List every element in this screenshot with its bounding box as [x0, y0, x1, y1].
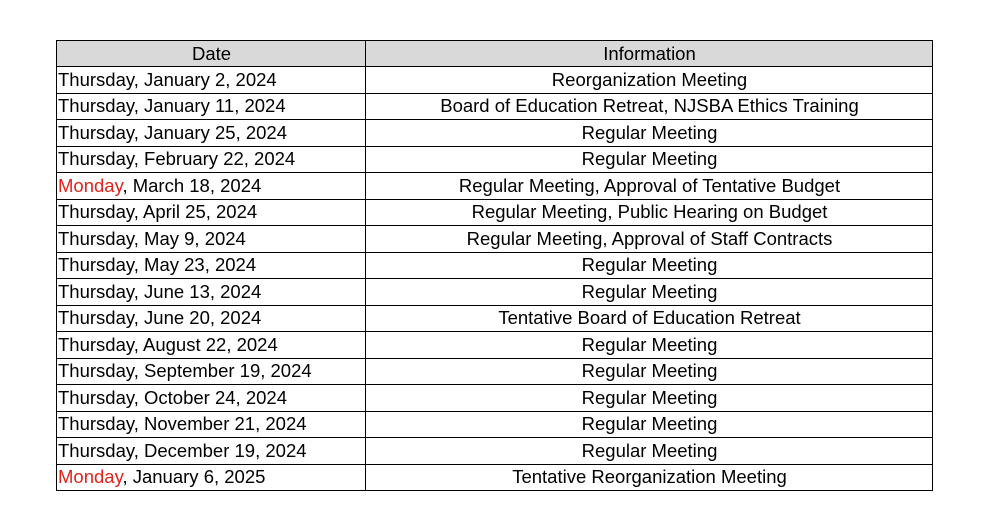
information-cell: Regular Meeting [366, 332, 933, 359]
date-cell [57, 93, 366, 120]
date-cell [57, 358, 366, 385]
date-text: , January 25, 2024 [133, 121, 287, 143]
table-row [57, 438, 933, 465]
date-cell [57, 146, 366, 173]
date-text: , February 22, 2024 [133, 148, 296, 170]
weekday-text: Thursday [58, 280, 134, 302]
date-text: , January 11, 2024 [133, 95, 286, 117]
table-row [57, 146, 933, 173]
information-cell: Regular Meeting [366, 120, 933, 147]
date-text: , October 24, 2024 [133, 386, 287, 408]
weekday-text: Thursday [58, 307, 134, 329]
weekday-text: Thursday [58, 333, 134, 355]
information-cell: Regular Meeting [366, 252, 933, 279]
information-cell: Regular Meeting [366, 279, 933, 306]
date-text: , May 9, 2024 [133, 227, 246, 249]
weekday-text: Monday [58, 174, 123, 196]
table-row [57, 305, 933, 332]
date-text: , June 13, 2024 [133, 280, 262, 302]
weekday-text: Thursday [58, 95, 134, 117]
information-cell: Regular Meeting [366, 146, 933, 173]
date-text: , May 23, 2024 [133, 254, 257, 276]
date-cell [57, 226, 366, 253]
table-row [57, 252, 933, 279]
information-cell: Regular Meeting, Public Hearing on Budget [366, 199, 933, 226]
date-cell [57, 411, 366, 438]
date-cell [57, 332, 366, 359]
date-text: , November 21, 2024 [133, 413, 307, 435]
meeting-schedule-table [56, 40, 933, 491]
table-row [57, 199, 933, 226]
weekday-text: Thursday [58, 360, 134, 382]
date-cell [57, 464, 366, 491]
date-text: , January 6, 2025 [122, 466, 266, 488]
weekday-text: Thursday [58, 201, 134, 223]
information-cell: Regular Meeting [366, 358, 933, 385]
table-row [57, 279, 933, 306]
table-row [57, 385, 933, 412]
date-cell [57, 67, 366, 94]
date-cell [57, 385, 366, 412]
meeting-schedule-sheet [56, 40, 932, 491]
information-cell: Tentative Board of Education Retreat [366, 305, 933, 332]
date-text: , April 25, 2024 [133, 201, 258, 223]
date-cell [57, 120, 366, 147]
table-row [57, 173, 933, 200]
date-cell [57, 438, 366, 465]
table-row [57, 411, 933, 438]
date-text: , December 19, 2024 [133, 439, 307, 461]
table-row [57, 358, 933, 385]
weekday-text: Thursday [58, 121, 134, 143]
weekday-text: Thursday [58, 227, 134, 249]
table-body [57, 67, 933, 491]
table-row [57, 67, 933, 94]
date-cell [57, 173, 366, 200]
information-cell: Board of Education Retreat, NJSBA Ethics Training [366, 93, 933, 120]
information-cell: Regular Meeting [366, 385, 933, 412]
table-header-row [57, 41, 933, 67]
date-cell [57, 279, 366, 306]
date-text: , September 19, 2024 [133, 360, 312, 382]
date-column-header: Date [57, 41, 366, 67]
table-row [57, 332, 933, 359]
table-row [57, 226, 933, 253]
weekday-text: Thursday [58, 254, 134, 276]
weekday-text: Thursday [58, 68, 134, 90]
date-text: , August 22, 2024 [133, 333, 278, 355]
weekday-text: Thursday [58, 413, 134, 435]
information-cell: Tentative Reorganization Meeting [366, 464, 933, 491]
weekday-text: Monday [58, 466, 123, 488]
table-row [57, 464, 933, 491]
date-text: , June 20, 2024 [133, 307, 262, 329]
date-cell [57, 252, 366, 279]
information-cell: Regular Meeting, Approval of Tentative Budget [366, 173, 933, 200]
information-cell: Regular Meeting [366, 411, 933, 438]
weekday-text: Thursday [58, 386, 134, 408]
information-column-header: Information [366, 41, 933, 67]
weekday-text: Thursday [58, 148, 134, 170]
date-cell [57, 199, 366, 226]
date-cell [57, 305, 366, 332]
information-cell: Reorganization Meeting [366, 67, 933, 94]
date-text: , January 2, 2024 [133, 68, 277, 90]
table-row [57, 93, 933, 120]
weekday-text: Thursday [58, 439, 134, 461]
date-text: , March 18, 2024 [122, 174, 262, 196]
information-cell: Regular Meeting [366, 438, 933, 465]
information-cell: Regular Meeting, Approval of Staff Contracts [366, 226, 933, 253]
table-row [57, 120, 933, 147]
